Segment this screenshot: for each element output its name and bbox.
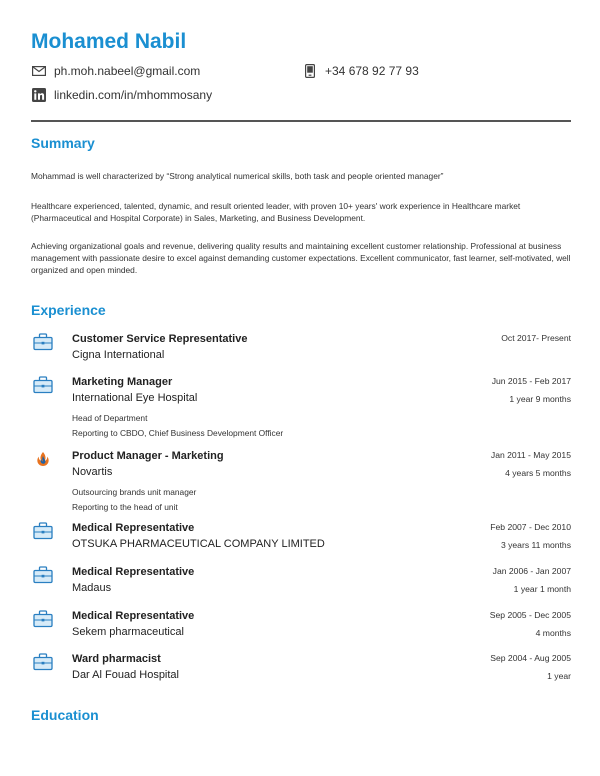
job-dates: Sep 2004 - Aug 2005 (490, 653, 571, 663)
job-details (72, 411, 283, 441)
briefcase-icon (33, 566, 53, 584)
job-title: Medical Representative (72, 610, 195, 622)
linkedin-text[interactable]: linkedin.com/in/mhommosany (54, 88, 213, 102)
education-heading: Education (31, 707, 99, 723)
job-title: Product Manager - Marketing (72, 450, 224, 462)
job-detail-line: Reporting to the head of unit (72, 502, 178, 512)
novartis-logo-icon (33, 450, 53, 468)
summary-paragraph-2: Healthcare experienced, talented, dynamic, and result oriented leader, with proven 10+ years' work experience in Healthcare market (Pharmaceutical and Hospital Corporate) in Sales, Marketing, and Business Development. (31, 201, 521, 223)
briefcase-icon (33, 333, 53, 351)
phone-contact (302, 64, 419, 78)
company-name: International Eye Hospital (72, 392, 198, 404)
linkedin-icon (31, 88, 47, 102)
briefcase-icon (33, 376, 53, 394)
job-duration: 4 years 5 months (505, 468, 571, 478)
company-name: Cigna International (72, 349, 165, 361)
job-details (72, 485, 196, 515)
mail-icon (31, 64, 47, 78)
summary-heading: Summary (31, 135, 95, 151)
company-name: Madaus (72, 582, 112, 594)
job-dates: Jan 2006 - Jan 2007 (492, 566, 571, 576)
job-title: Ward pharmacist (72, 653, 161, 665)
briefcase-icon (33, 522, 53, 540)
job-duration: 4 months (535, 628, 571, 638)
job-detail-line: Head of Department (72, 413, 148, 423)
job-detail-line: Outsourcing brands unit manager (72, 487, 197, 497)
job-dates: Jun 2015 - Feb 2017 (491, 376, 571, 386)
company-name: Novartis (72, 466, 113, 478)
email-text[interactable]: ph.moh.nabeel@gmail.com (54, 64, 201, 78)
mobile-phone-icon (302, 64, 318, 78)
job-duration: 3 years 11 months (500, 540, 571, 550)
job-dates: Feb 2007 - Dec 2010 (490, 522, 571, 532)
briefcase-icon (33, 653, 53, 671)
job-title: Medical Representative (72, 566, 195, 578)
briefcase-icon (33, 610, 53, 628)
job-title: Customer Service Representative (72, 333, 248, 345)
person-name: Mohamed Nabil (31, 30, 187, 53)
email-contact (31, 64, 200, 78)
experience-heading: Experience (31, 302, 106, 318)
company-name: OTSUKA PHARMACEUTICAL COMPANY LIMITED (72, 538, 325, 550)
company-name: Sekem pharmaceutical (72, 626, 184, 638)
job-duration: 1 year 1 month (513, 584, 571, 594)
summary-paragraph-3: Achieving organizational goals and revenue, delivering quality results and maintaining excellent customer relationship. Professional at business management with passionate desire to excel against demanding customer expectations. Excellent communicator, fast learner, self-motivated, well organized and open minded. (31, 241, 571, 275)
phone-text[interactable]: +34 678 92 77 93 (325, 64, 419, 78)
job-dates: Oct 2017- Present (501, 333, 571, 343)
job-detail-line: Reporting to CBDO, Chief Business Development Officer (72, 428, 284, 438)
job-title: Medical Representative (72, 522, 195, 534)
header-divider (31, 120, 571, 122)
company-name: Dar Al Fouad Hospital (72, 669, 179, 681)
job-dates: Jan 2011 - May 2015 (490, 450, 571, 460)
job-duration: 1 year (547, 671, 571, 681)
linkedin-contact (31, 88, 212, 102)
job-title: Marketing Manager (72, 376, 173, 388)
job-duration: 1 year 9 months (509, 394, 571, 404)
summary-paragraph-1: Mohammad is well characterized by “Strong analytical numerical skills, both task and people oriented manager” (31, 171, 444, 181)
job-dates: Sep 2005 - Dec 2005 (489, 610, 571, 620)
